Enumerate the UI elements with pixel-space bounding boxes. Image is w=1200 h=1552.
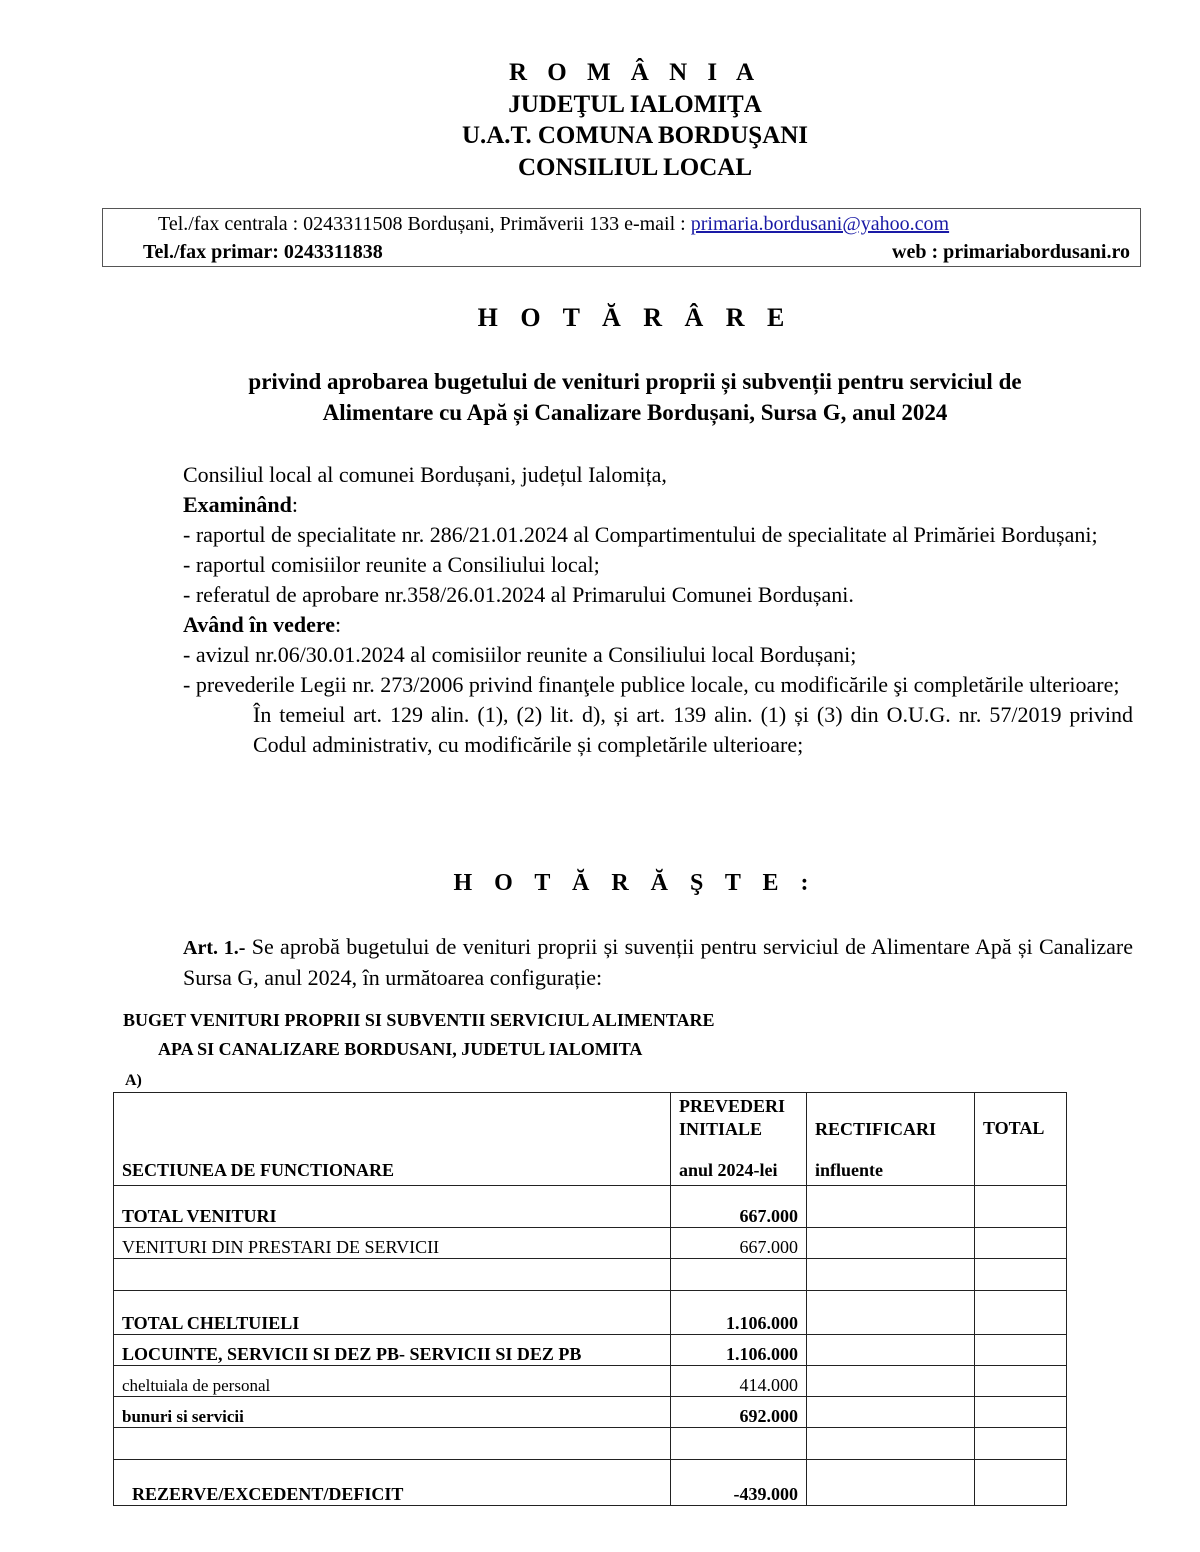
row-label bbox=[114, 1259, 671, 1291]
header-council: CONSILIUL LOCAL bbox=[517, 154, 753, 181]
avand-item-text: - avizul nr.06/30.01.2024 al comisiilor reunite a Consiliului local Bordușani; bbox=[183, 642, 857, 667]
article-1 bbox=[113, 932, 1133, 993]
avand-item bbox=[113, 640, 1133, 670]
budget-table bbox=[113, 1092, 1067, 1506]
row-initial bbox=[671, 1259, 807, 1291]
col-header-section bbox=[114, 1093, 671, 1186]
row-rectificari bbox=[807, 1366, 975, 1397]
table-row bbox=[114, 1366, 1067, 1397]
avand-item-text: - prevederile Legii nr. 273/2006 privind finanţele publice locale, cu modificările şi completările ulterioare; bbox=[183, 672, 1120, 697]
row-rectificari bbox=[807, 1228, 975, 1259]
row-label: LOCUINTE, SERVICII SI DEZ PB- SERVICII SI DEZ PB bbox=[114, 1335, 671, 1366]
row-total bbox=[975, 1460, 1067, 1506]
document-title: H O T Ă R Â R E bbox=[477, 303, 793, 332]
row-initial: -439.000 bbox=[671, 1460, 807, 1506]
row-label: TOTAL VENITURI bbox=[114, 1186, 671, 1228]
row-initial: 692.000 bbox=[671, 1397, 807, 1428]
contact-central-label: Tel./fax centrala : 0243311508 Bordușani, Primăverii 133 e-mail : bbox=[158, 213, 691, 235]
examinand-label: Examinând bbox=[183, 492, 292, 517]
row-initial: 667.000 bbox=[671, 1186, 807, 1228]
row-total bbox=[975, 1335, 1067, 1366]
document-body bbox=[113, 460, 1133, 760]
avand-item bbox=[113, 670, 1133, 700]
article-1-paragraph bbox=[113, 932, 1133, 993]
col-header-initial-line2: INITIALE bbox=[679, 1119, 763, 1139]
contact-mayor-phone: Tel./fax primar: 0243311838 bbox=[143, 241, 383, 263]
col-header-initial bbox=[671, 1093, 807, 1186]
col-header-total bbox=[975, 1093, 1067, 1186]
intro-text: Consiliul local al comunei Bordușani, județul Ialomița, bbox=[183, 462, 667, 487]
article-1-text: Se aprobă bugetului de venituri proprii și suvenții pentru serviciul de Alimentare Apă și Canalizare Sursa G, anul 2024, în următoarea configurație: bbox=[183, 934, 1133, 990]
row-label bbox=[114, 1428, 671, 1460]
contact-box bbox=[102, 208, 1141, 267]
row-rectificari bbox=[807, 1460, 975, 1506]
examinand-item bbox=[113, 520, 1133, 550]
row-rectificari bbox=[807, 1397, 975, 1428]
row-label: cheltuiala de personal bbox=[114, 1366, 671, 1397]
row-label: REZERVE/EXCEDENT/DEFICIT bbox=[114, 1460, 671, 1506]
row-label: VENITURI DIN PRESTARI DE SERVICII bbox=[114, 1228, 671, 1259]
col-header-rectificari bbox=[807, 1093, 975, 1186]
examinand-heading: Examinând: bbox=[183, 492, 298, 517]
row-total bbox=[975, 1186, 1067, 1228]
row-total bbox=[975, 1291, 1067, 1335]
examinand-item bbox=[113, 580, 1133, 610]
hotaraste-heading: H O T Ă R Ă Ş T E : bbox=[453, 870, 817, 896]
row-rectificari bbox=[807, 1259, 975, 1291]
row-total bbox=[975, 1228, 1067, 1259]
col-header-initial-line3: anul 2024-lei bbox=[679, 1160, 778, 1180]
table-row bbox=[114, 1397, 1067, 1428]
header-uat: U.A.T. COMUNA BORDUŞANI bbox=[461, 122, 809, 149]
table-row bbox=[114, 1335, 1067, 1366]
contact-web: web : primariabordusani.ro bbox=[892, 241, 1130, 263]
row-initial: 414.000 bbox=[671, 1366, 807, 1397]
row-initial: 1.106.000 bbox=[671, 1291, 807, 1335]
contact-central bbox=[158, 213, 949, 236]
row-rectificari bbox=[807, 1291, 975, 1335]
row-total bbox=[975, 1366, 1067, 1397]
email-link[interactable]: primaria.bordusani@yahoo.com bbox=[690, 213, 950, 235]
row-initial: 1.106.000 bbox=[671, 1335, 807, 1366]
col-header-rectificari-line1: RECTIFICARI bbox=[815, 1119, 937, 1139]
examinand-item-text: - raportul comisiilor reunite a Consiliului local; bbox=[183, 552, 600, 577]
avand-label: Având în vedere bbox=[183, 612, 335, 637]
budget-title-line2: APA SI CANALIZARE BORDUSANI, JUDETUL IALOMITA bbox=[158, 1039, 643, 1059]
row-label: bunuri si servicii bbox=[114, 1397, 671, 1428]
header-county: JUDEŢUL IALOMIŢA bbox=[508, 91, 762, 118]
table-row bbox=[114, 1228, 1067, 1259]
avand-heading: Având în vedere: bbox=[183, 612, 342, 637]
row-label: TOTAL CHELTUIELI bbox=[114, 1291, 671, 1335]
row-total bbox=[975, 1259, 1067, 1291]
row-rectificari bbox=[807, 1428, 975, 1460]
col-header-total-text: TOTAL bbox=[983, 1118, 1045, 1138]
row-rectificari bbox=[807, 1186, 975, 1228]
examinand-item-text: - raportul de specialitate nr. 286/21.01.2024 al Compartimentului de specialitate al Primăriei Bordușani; bbox=[183, 522, 1098, 547]
table-row bbox=[114, 1259, 1067, 1291]
document-subtitle-line1: privind aprobarea bugetului de venituri proprii și subvenții pentru serviciul de bbox=[248, 369, 1022, 394]
document-subtitle-line2: Alimentare cu Apă și Canalizare Bordușani, Sursa G, anul 2024 bbox=[322, 400, 948, 425]
header-country: R O M Â N I A bbox=[508, 59, 762, 86]
row-total bbox=[975, 1397, 1067, 1428]
row-initial bbox=[671, 1428, 807, 1460]
table-row bbox=[114, 1186, 1067, 1228]
budget-section-label: A) bbox=[125, 1072, 142, 1089]
row-rectificari bbox=[807, 1335, 975, 1366]
table-row bbox=[114, 1428, 1067, 1460]
table-header-row bbox=[114, 1093, 1067, 1186]
table-row bbox=[114, 1291, 1067, 1335]
table-row bbox=[114, 1460, 1067, 1506]
row-total bbox=[975, 1428, 1067, 1460]
col-header-rectificari-line2: influente bbox=[815, 1160, 884, 1180]
article-1-label: Art. 1.- bbox=[183, 937, 246, 959]
col-header-section-text: SECTIUNEA DE FUNCTIONARE bbox=[122, 1160, 395, 1180]
row-initial: 667.000 bbox=[671, 1228, 807, 1259]
budget-title-line1: BUGET VENITURI PROPRII SI SUBVENTII SERVICIUL ALIMENTARE bbox=[123, 1010, 715, 1030]
col-header-initial-line1: PREVEDERI bbox=[679, 1096, 786, 1116]
examinand-item bbox=[113, 550, 1133, 580]
temei-text: În temeiul art. 129 alin. (1), (2) lit. d), și art. 139 alin. (1) și (3) din O.U.G. nr. 57/2019 privind Codul administrativ, cu modificările și completările ulterioare; bbox=[253, 702, 1133, 757]
examinand-item-text: - referatul de aprobare nr.358/26.01.2024 al Primarului Comunei Bordușani. bbox=[183, 582, 854, 607]
